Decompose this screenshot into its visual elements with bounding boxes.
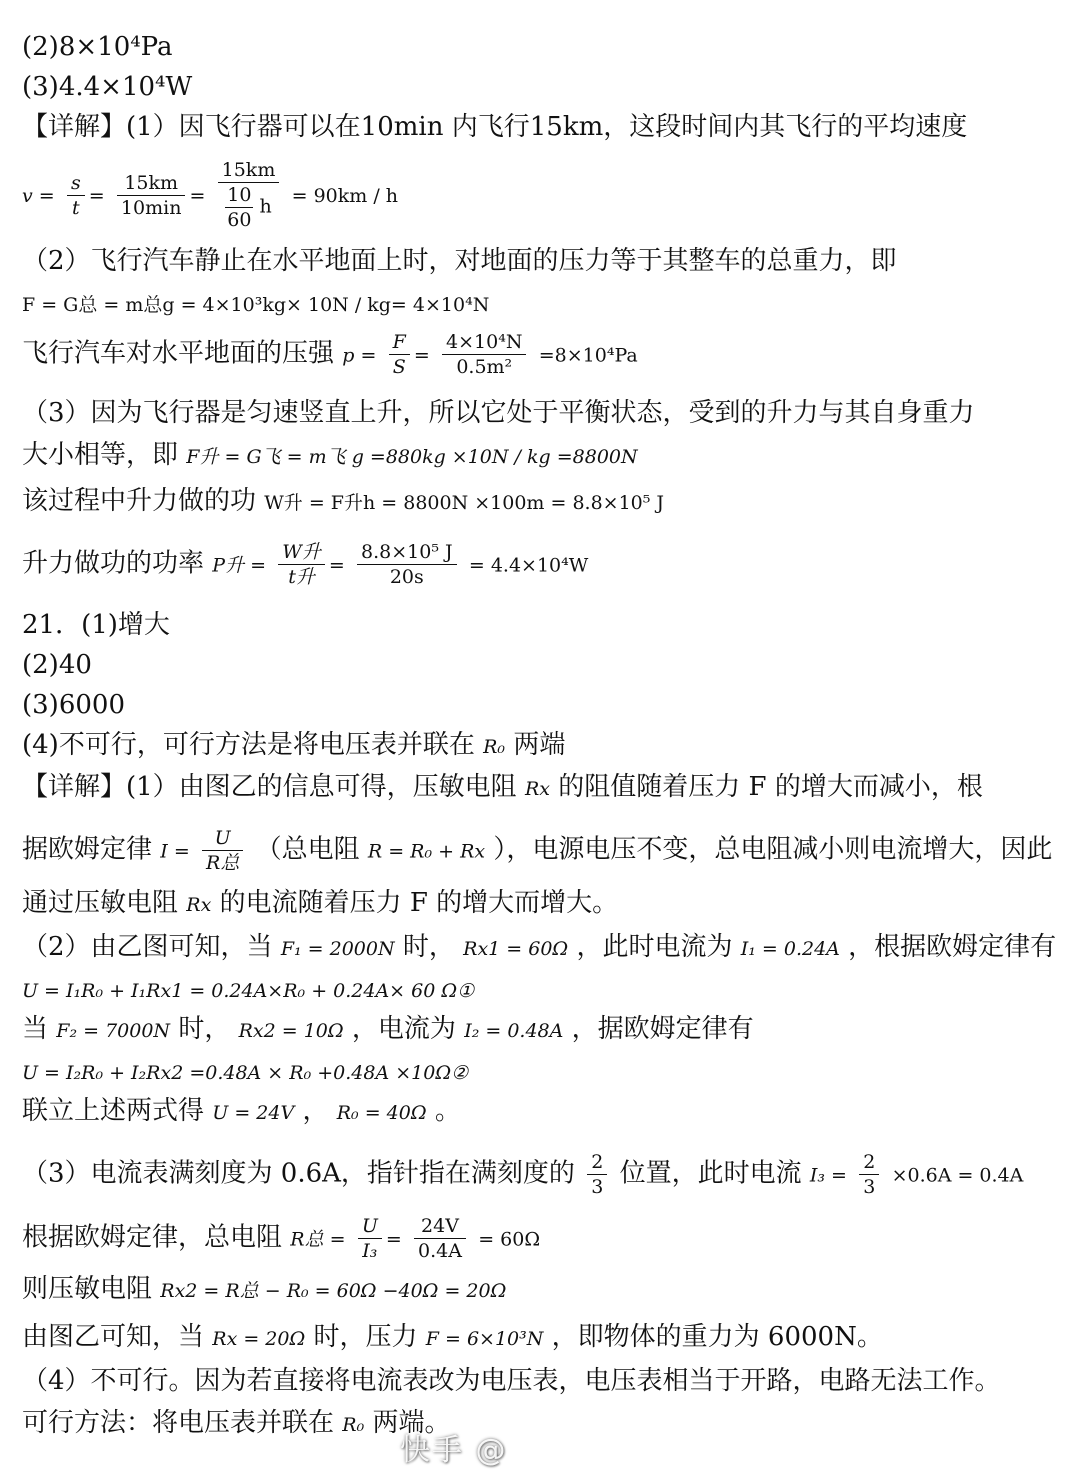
equation-2: U = I₂R₀ + I₂Rx2 =0.48A × R₀ +0.48A ×10Ω② [22,1062,469,1084]
fraction-15km-over-10min [117,171,186,220]
answer-4-text: (4)不可行，可行方法是将电压表并联在 [22,730,475,760]
lift-force-line [22,438,638,474]
lift-power-result: = 4.4×10⁴W [468,554,589,577]
velocity-result: = 90km / h [291,185,398,207]
answer-2-pressure: (2)8×10⁴Pa [22,32,173,62]
text-part: （3）电流表满刻度为 0.6A，指针指在满刻度的 [22,1158,575,1189]
fraction-denominator: S [392,356,406,378]
detail-2-intro: （2）飞行汽车静止在水平地面上时，对地面的压力等于其整车的总重力，即 [22,246,897,276]
lift-force-label: 大小相等，即 [22,440,179,470]
detail-21-4-line1: （4）不可行。因为若直接将电流表改为电压表，电压表相当于开路，电路无法工作。 [22,1366,1001,1396]
detail-21-2-result [22,1094,461,1130]
fraction-two-thirds [587,1150,607,1199]
pressure-label: 飞行汽车对水平地面的压强 [22,338,335,369]
fraction-w-over-t [278,540,325,589]
detail-21-2-line1 [22,930,1056,966]
fraction-numerator: 2 [587,1150,607,1175]
text-part: ，此时电流为 [576,932,733,962]
detail-3-intro: （3）因为飞行器是匀速竖直上升，所以它处于平衡状态，受到的升力与其自身重力 [22,398,975,428]
q21-answer-1: 21．(1)增大 [22,610,170,640]
detail-21-4-line2 [22,1406,451,1442]
detail-21-3-line3 [22,1272,506,1308]
current-i2: I₂ = 0.48A [464,1020,564,1042]
resistor-rx: Rx [524,778,550,800]
text-part: 。 [434,1096,461,1126]
text-part: ），电源电压不变，总电阻减小则电流增大，因此 [493,834,1053,865]
lift-work-line [22,484,664,520]
text-part: 的阻值随着压力 F 的增大而减小，根 [558,772,983,802]
text-part: 据欧姆定律 [22,834,153,865]
kuaishou-watermark: 快手 @ [400,1433,508,1468]
text-part: 由图乙可知，当 [22,1322,205,1352]
text-part: 根据欧姆定律，总电阻 [22,1222,283,1253]
text-part: 两端。 [372,1408,451,1438]
lift-force-equation: F升 = G飞 = m飞 g =880kg ×10N / kg =8800N [186,446,638,468]
fraction-numerator: U [358,1214,382,1239]
current-i3-lhs: I₃ = [809,1164,847,1187]
text-part: 通过压敏电阻 [22,888,179,918]
answer-3-power: (3)4.4×10⁴W [22,72,193,102]
fraction-denominator: 0.4A [418,1240,462,1262]
fraction-numerator: 2 [859,1150,879,1175]
text-part: ， [302,1096,329,1126]
text-part: 联立上述两式得 [22,1096,205,1126]
q21-answer-3: (3)6000 [22,690,125,720]
answer-4-suffix: 两端 [513,730,566,760]
detail-21-3-line1 [22,1150,1023,1199]
fraction-denominator: 10min [120,196,182,219]
text-part: 当 [22,1014,49,1044]
text-part: ，据欧姆定律有 [571,1014,754,1044]
fraction-denominator: 3 [863,1176,876,1198]
text-part: 【详解】(1）由图乙的信息可得，压敏电阻 [22,772,517,802]
fraction-u-over-r [202,826,243,875]
text-part: 时， [402,932,455,962]
fraction-f-over-s [389,330,410,379]
text-part: 时，压力 [313,1322,418,1352]
fraction-24v-over-0-4a [414,1214,466,1263]
pressure-equation: 飞行汽车对水平地面的压强 p = $\frac{F}{S}$ = $\frac{\text{4×10⁴N}}{\text{0.5m²}}$ =8×10⁴Pa [22,331,638,378]
fraction-numerator: F [389,330,410,355]
text-part: 时， [178,1014,231,1044]
resistance-r0: R₀ = 40Ω [336,1102,427,1124]
lift-power-lhs: P升 = [212,554,267,577]
text-part: 的电流随着压力 F 的增大而增大。 [219,888,619,918]
total-resistance-equation: R = R₀ + Rx [367,840,486,863]
fraction-denominator: 20s [389,566,424,588]
text-part: 位置，此时电流 [619,1158,802,1189]
fraction-denominator [218,183,280,232]
fraction-numerator: 8.8×10⁵ J [357,540,457,565]
current-i1: I₁ = 0.24A [740,938,840,960]
fraction-numerator: s [67,171,85,196]
pressure-result: =8×10⁴Pa [538,344,638,367]
q21-answer-2: (2)40 [22,650,92,680]
fraction-denominator: 3 [591,1176,604,1198]
detail-21-2-line3 [22,1012,754,1048]
pressure-lhs: p = [342,344,377,367]
resistor-r0: R₀ [483,736,506,758]
detail-21-1-line2 [22,826,1052,875]
resistance-rx1: Rx1 = 60Ω [463,938,569,960]
lift-power-line: 升力做功的功率 P升 = $\frac{\text{W升}}{\text{t升}}$ = $\frac{\text{8.8×10⁵ J}}{20s}$ = 4.4×10⁴W [22,541,589,588]
text-part: ，电流为 [351,1014,456,1044]
equation-1: U = I₁R₀ + I₁Rx1 = 0.24A×R₀ + 0.24A× 60 Ω① [22,980,475,1002]
fraction-denominator: t升 [288,566,315,588]
ohm-law-lhs: I = [160,840,190,863]
text-part: ，即物体的重力为 6000N。 [551,1322,883,1352]
lift-power-label: 升力做功的功率 [22,548,205,579]
fraction-two-thirds-eq [859,1150,879,1199]
fraction-numerator: 15km [218,158,280,183]
rx-value: Rx = 20Ω [212,1328,306,1350]
force-f1: F₁ = 2000N [280,938,395,960]
fraction-numerator: 4×10⁴N [442,330,526,355]
detail-1-intro: 【详解】(1）因飞行器可以在10min 内飞行15km，这段时间内其飞行的平均速度 [22,112,968,142]
fraction-numerator: 24V [414,1214,466,1239]
fraction-numerator: U [202,826,243,851]
fraction-force-over-area [442,330,526,379]
velocity-lhs: v = [22,185,55,207]
detail-21-3-line2: 根据欧姆定律，总电阻 R总 = $\frac{U}{\text{I₃}}$ = $\frac{24V}{0.4A}$ = 60Ω [22,1215,541,1262]
fraction-numerator: W升 [278,540,325,565]
current-i3-result: ×0.6A = 0.4A [891,1164,1024,1187]
detail-21-1-line3 [22,886,618,922]
force-value: F = 6×10³N [425,1328,544,1350]
lift-work-label: 该过程中升力做的功 [22,486,257,516]
lift-work-equation: W升 = F升h = 8800N ×100m = 8.8×10⁵ J [264,492,665,514]
resistor-r0: R₀ [342,1414,365,1436]
detail-21-1-line1 [22,770,983,806]
fraction-work-over-time [357,540,457,589]
fraction-denominator: t [72,196,80,219]
fraction-15km-over-hours [218,158,280,232]
fraction-denominator: R总 [206,852,240,874]
fraction-s-over-t [67,171,85,220]
detail-21-3-line4 [22,1320,883,1356]
nested-denominator: 60 [227,209,252,231]
total-resistance-lhs: R总 = [290,1228,346,1251]
text-part: 则压敏电阻 [22,1274,153,1304]
rx2-equation: Rx2 = R总 − R₀ = 60Ω −40Ω = 20Ω [160,1280,507,1302]
text-part: 可行方法：将电压表并联在 [22,1408,335,1438]
fraction-u-over-i3 [358,1214,382,1263]
text-part: （总电阻 [255,834,360,865]
nested-numerator: 10 [227,184,252,206]
resistance-rx2: Rx2 = 10Ω [238,1020,344,1042]
fraction-numerator: 15km [117,171,186,196]
total-resistance-result: = 60Ω [478,1228,541,1251]
text-part: ，根据欧姆定律有 [848,932,1057,962]
q21-answer-4 [22,728,565,764]
unit-h: h [259,195,272,218]
resistor-rx: Rx [186,894,212,916]
force-equation: F = G总 = m总g = 4×10³kg× 10N / kg= 4×10⁴N [22,294,490,316]
velocity-equation: v = $\frac{s}{t}$ = $\frac{15km}{10\min}$ = 15km $\frac{10}{60}$ h = 90km / h [22,159,398,231]
voltage-u: U = 24V [212,1102,295,1124]
force-f2: F₂ = 7000N [56,1020,171,1042]
text-part: （2）由乙图可知，当 [22,932,273,962]
fraction-denominator: I₃ [362,1240,378,1262]
fraction-denominator: 0.5m² [456,356,513,378]
